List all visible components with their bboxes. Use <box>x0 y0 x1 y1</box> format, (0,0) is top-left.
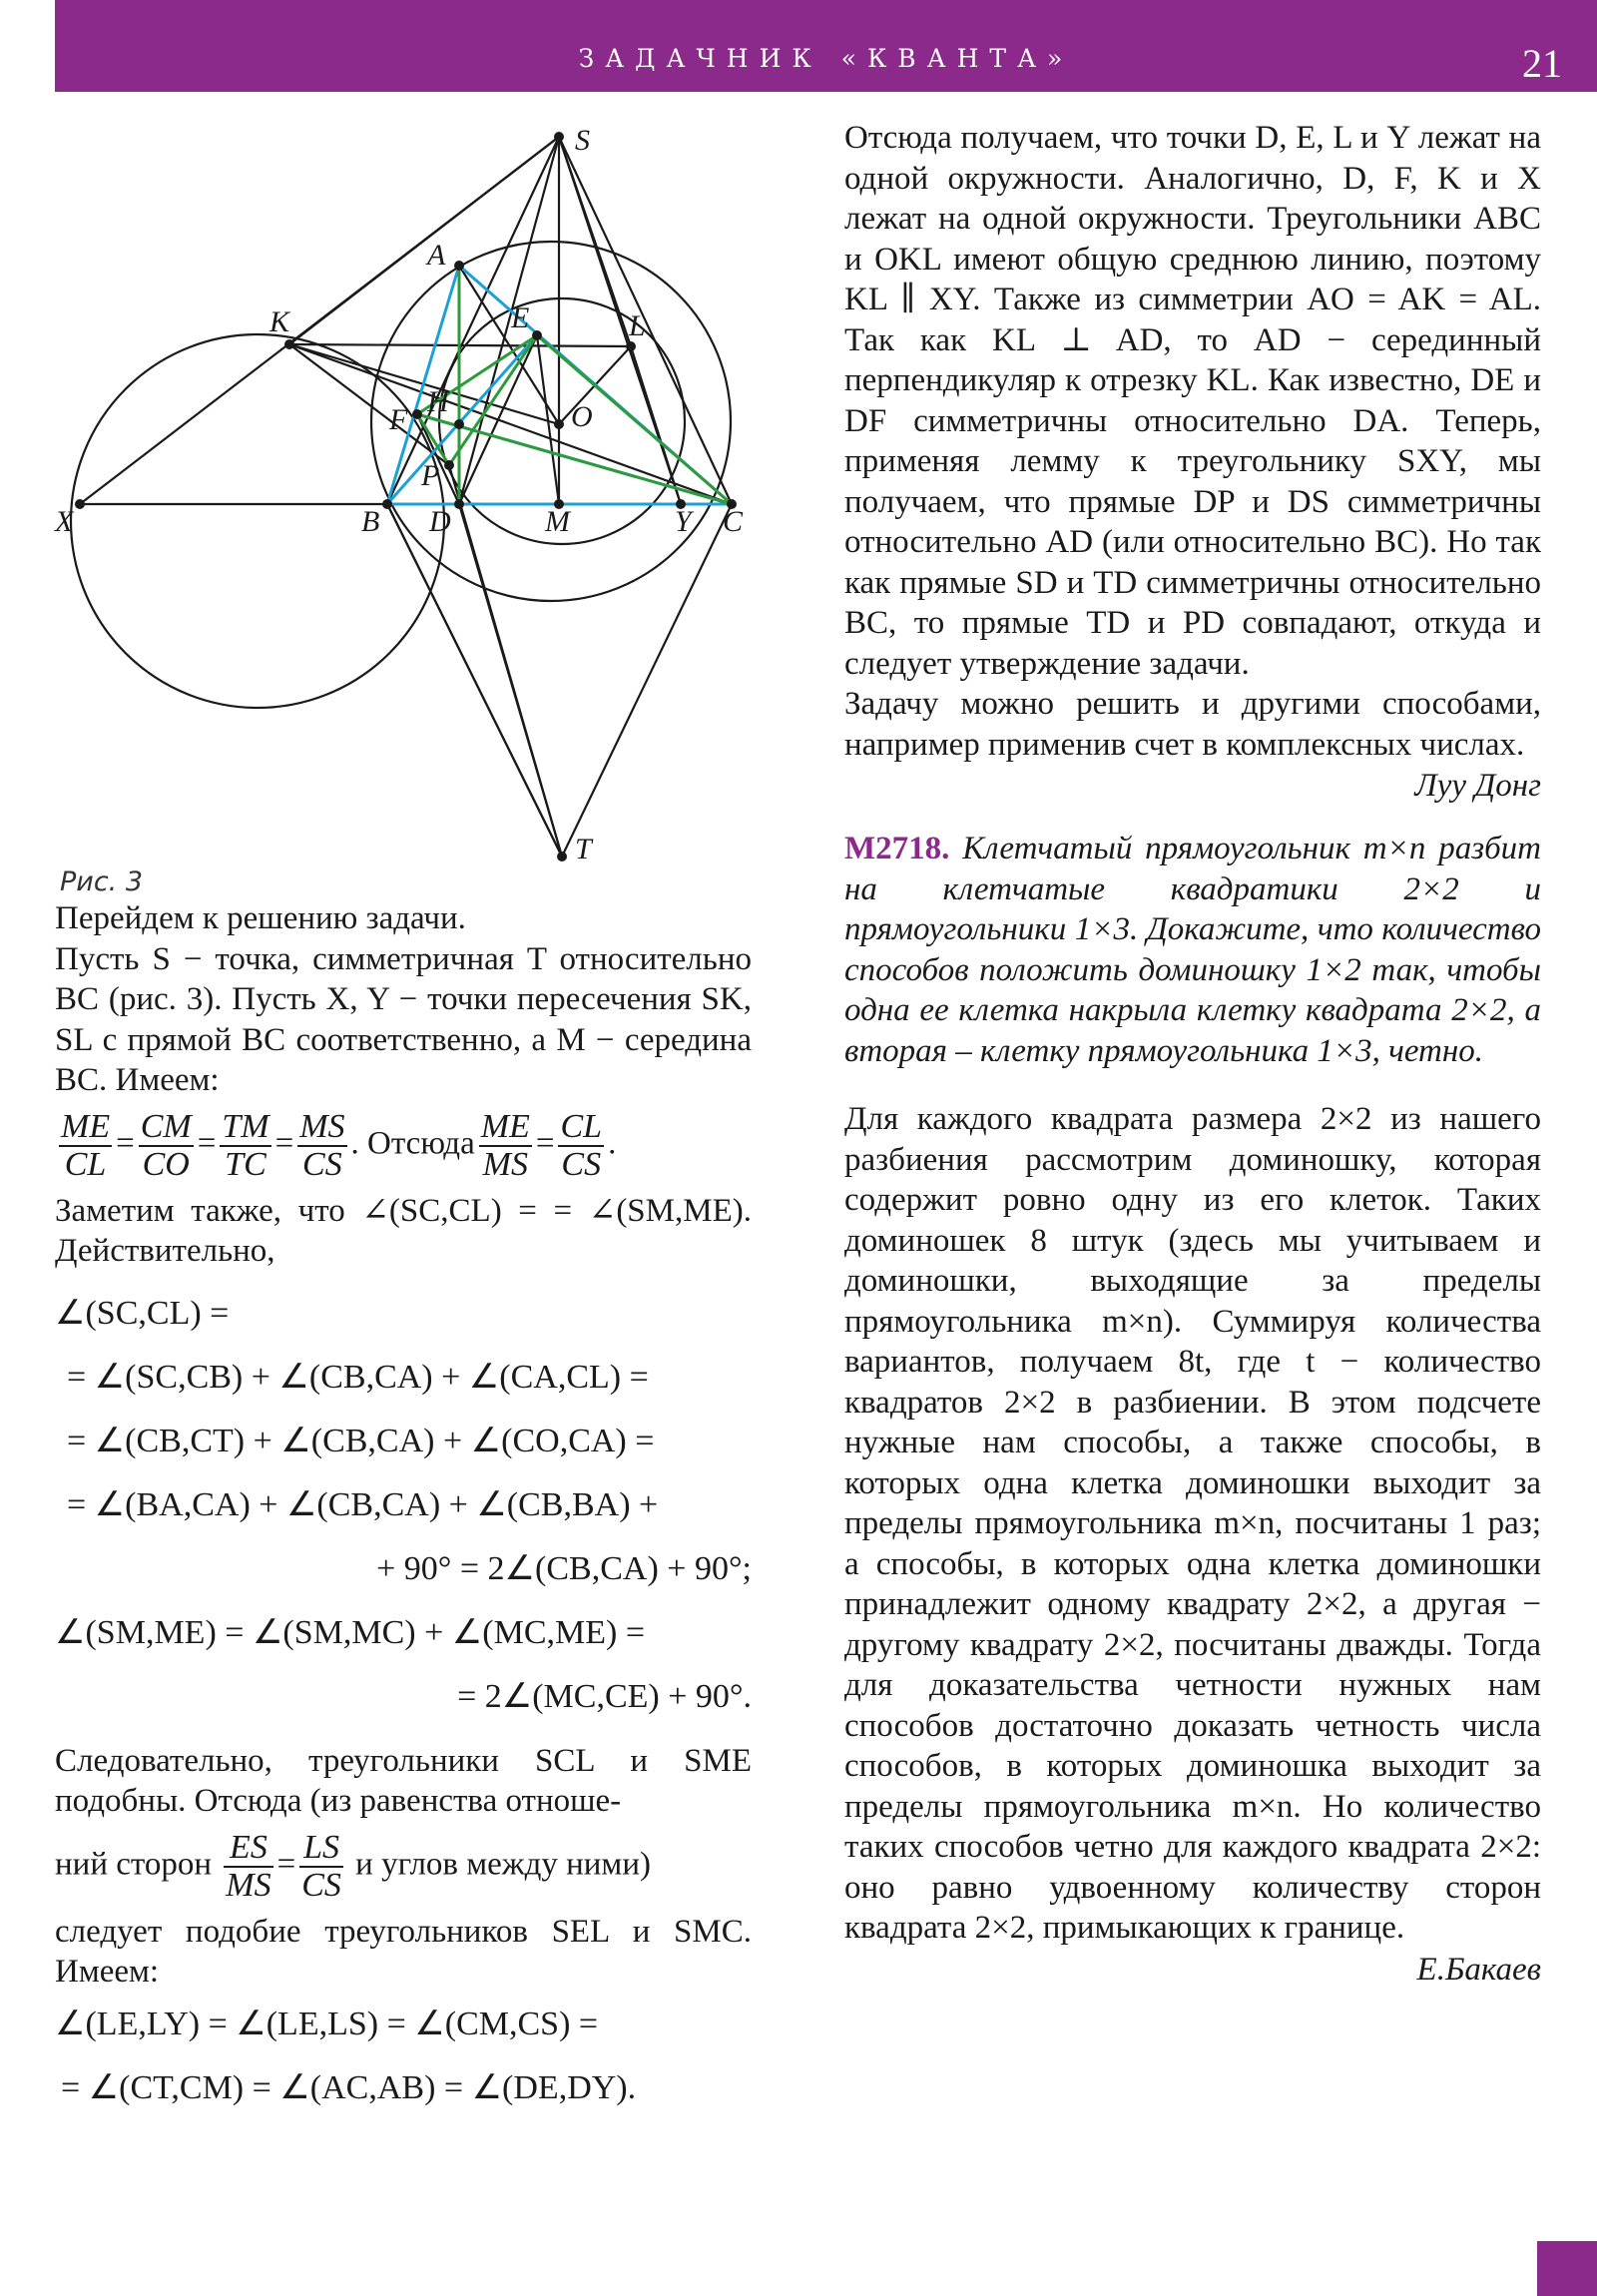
problem-statement <box>844 829 1541 1071</box>
left-paragraph-2: Пусть S − точка, симметричная T относительно BC (рис. 3). Пусть X, Y − точки пересечения SK, SL с прямой BC соответственно, а M − середина BC. Имеем: <box>55 940 752 1098</box>
label-m: M <box>545 505 570 538</box>
right-paragraph-2: Задачу можно решить и другими способами, например применив счет в комплексных числах. <box>844 686 1541 763</box>
left-paragraph-1: Перейдем к решению задачи. <box>55 900 466 936</box>
equation-line-7: = 2∠(MC,CE) + 90°. <box>457 1677 752 1715</box>
point-h <box>454 419 464 429</box>
left-paragraph-3: Заметим также, что ∠(SC,CL) = = ∠(SM,ME). Действительно, <box>55 1192 752 1269</box>
left-circle <box>71 334 444 708</box>
line-k-c <box>289 344 732 504</box>
label-t: T <box>575 833 592 865</box>
label-e: E <box>511 301 530 334</box>
label-x: X <box>55 505 74 538</box>
right-column <box>844 118 1541 1991</box>
point-p <box>444 460 454 470</box>
ratio-equation: $\frac{ME}{CL}$ = $\frac{CM}{CO}$ = $\frac{TM}{TC}$ = $\frac{MS}{CS}$ . Отсюда $\frac{ME}{MS}$ = $\frac{CL}{CS}$ . <box>61 1107 617 1183</box>
geometry-figure <box>0 100 798 978</box>
author-bakaev: Е.Бакаев <box>1416 1951 1541 1988</box>
point-t <box>557 852 567 861</box>
equation2-line-2: = ∠(CT,CM) = ∠(AC,AB) = ∠(DE,DY). <box>61 2068 637 2106</box>
journal-section-title: ЗАДАЧНИК «КВАНТА» <box>578 44 1074 73</box>
line-k-p <box>289 344 449 465</box>
frac-4: $\frac{MS}{CS}$ <box>299 1107 345 1183</box>
label-l: L <box>629 309 646 342</box>
sides-ratio-line: ний сторон $\frac{ES}{MS}$ = $\frac{LS}{CS}$ и углов между ними) <box>55 1828 651 1904</box>
label-d: D <box>429 505 451 538</box>
label-o: O <box>571 400 593 433</box>
frac-2: $\frac{CM}{CO}$ <box>140 1107 192 1183</box>
equation2-line-1: ∠(LE,LY) = ∠(LE,LS) = ∠(CM,CS) = <box>55 2005 599 2042</box>
point-o <box>554 419 564 429</box>
page-header <box>55 0 1597 92</box>
label-b: B <box>361 505 380 538</box>
equation-line-3: = ∠(CB,CT) + ∠(CB,CA) + ∠(CO,CA) = <box>67 1422 655 1459</box>
point-e <box>532 330 542 340</box>
point-a <box>454 261 464 271</box>
label-k: K <box>269 305 290 338</box>
line-c-t <box>562 504 732 857</box>
point-b <box>382 499 392 509</box>
frac-es-ms: $\frac{ES}{MS}$ <box>226 1828 271 1904</box>
label-c: C <box>723 505 744 538</box>
frac-end: . <box>608 1125 617 1162</box>
author-luu-dong: Луу Донг <box>1414 768 1541 804</box>
sides-text-a: ний сторон <box>55 1846 213 1883</box>
frac-3: $\frac{TM}{TC}$ <box>222 1107 269 1183</box>
equation-line-4: = ∠(BA,CA) + ∠(CB,CA) + ∠(CB,BA) + <box>67 1485 659 1523</box>
left-paragraph-6: следует подобие треугольников SEL и SMC. Имеем: <box>55 1913 752 1990</box>
point-x <box>75 499 85 509</box>
point-d <box>454 499 464 509</box>
point-f <box>412 409 422 419</box>
label-y: Y <box>675 505 692 538</box>
left-column <box>55 898 752 2120</box>
label-p: P <box>421 459 440 492</box>
frac-ls-cs: $\frac{LS}{CS}$ <box>301 1828 341 1904</box>
label-f: F <box>389 403 408 436</box>
frac-6: $\frac{CL}{CS}$ <box>560 1107 603 1183</box>
sides-text-b: и углов между ними) <box>355 1846 651 1883</box>
line-b-e <box>387 335 537 504</box>
point-k <box>284 339 294 349</box>
equation-line-6: ∠(SM,ME) = ∠(SM,MC) + ∠(MC,ME) = <box>55 1613 645 1651</box>
point-s <box>554 132 564 142</box>
equation-line-2: = ∠(SC,CB) + ∠(CB,CA) + ∠(CA,CL) = <box>67 1358 649 1396</box>
corner-marker <box>1537 2241 1597 2296</box>
frac-mid-text: . Отсюда <box>350 1125 475 1162</box>
problem-number: M2718. <box>844 831 950 866</box>
label-a: A <box>427 239 446 272</box>
problem-text: Клетчатый прямоугольник m×n разбит на клетчатые квадратики 2×2 и прямоугольники 1×3. Докажите, что количество способов положить доминошку 1×2 так, чтобы одна ее клетка накрыла клетку квадрата 2×2, а вторая – клетку прямоугольника 1×3, четно. <box>844 831 1541 1069</box>
frac-5: $\frac{ME}{MS}$ <box>480 1107 530 1183</box>
equation-line-1: ∠(SC,CL) = <box>55 1294 230 1332</box>
label-h: H <box>427 385 449 418</box>
label-s: S <box>575 124 590 157</box>
right-paragraph-1: Отсюда получаем, что точки D, E, L и Y лежат на одной окружности. Аналогично, D, F, K и X лежат на одной окружности. Треугольники ABC и OKL имеют общую среднюю линию, поэтому KL ∥ XY. Также из симметрии AO = AK = AL. Так как KL ⊥ AD, то AD − серединный перпендикуляр к отрезку KL. Как известно, DE и DF симметричны относительно DA. Теперь, применяя лемму к треугольнику SXY, мы получаем, что прямые DP и DS симметричны относительно AD (или относительно BC). Но так как прямые SD и TD симметричны относительно BC, то прямые TD и PD совпадают, откуда и следует утверждение задачи. <box>844 120 1541 682</box>
frac-1: $\frac{ME}{CL}$ <box>61 1107 111 1183</box>
point-l <box>626 341 636 351</box>
page-number: 21 <box>1522 41 1562 86</box>
left-paragraph-4: Следовательно, треугольники SCL и SME подобны. Отсюда (из равенства отноше- <box>55 1742 752 1819</box>
figure-caption: Рис. 3 <box>60 866 144 897</box>
right-paragraph-3: Для каждого квадрата размера 2×2 из нашего разбиения рассмотрим доминошку, которая содержит ровно одну из его клеток. Таких доминошек 8 штук (здесь мы учитываем и доминошки, выходящие за пределы прямоугольника m×n). Суммируя количества вариантов, получаем 8t, где t − количество квадратов 2×2 в разбиении. В этом подсчете нужные нам способы, а также способы, в которых одна клетка доминошки выходит за пределы прямоугольника m×n, посчитаны 1 раз; а способы, в которых одна клетка доминошки принадлежит одному квадрату 2×2, а другая − другому квадрату 2×2, посчитаны дважды. Тогда для доказательства четности нужных нам способов достаточно доказать четность числа способов, в которых доминошка выходит за пределы прямоугольника m×n. Но количество таких способов четно для каждого квадрата 2×2: оно равно удвоенному количеству сторон квадрата 2×2, примыкающих к границе. <box>844 1101 1541 1946</box>
equation-line-5: + 90° = 2∠(CB,CA) + 90°; <box>376 1549 752 1587</box>
